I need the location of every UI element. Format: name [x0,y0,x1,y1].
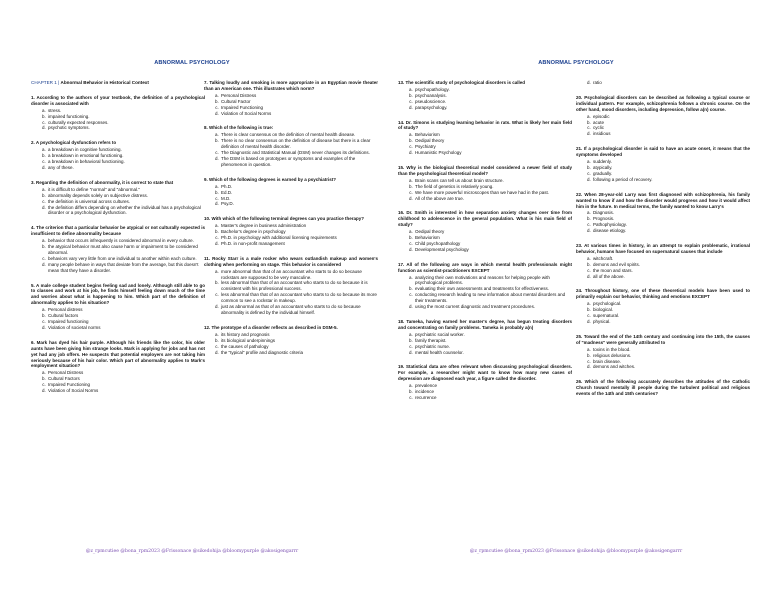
question-stem: 16. Dr. Smith is interested in how separation anxiety changes over time from childhood to adolescence in the general population. What is his main field of study? [398,210,572,228]
answer-option: c. the causes of pathology [220,344,378,350]
answer-option: b. the atypical behavior must also cause harm or impairment to be considered abnormal. [47,244,205,256]
answer-option: a. more abnormal than that of an accountant who starts to do so because rockstars are supposed to be very masculine. [220,269,378,281]
answer-option: d. just as abnormal as that of an accountant who starts to do so because abnormality is defined by the individual himself. [220,304,378,316]
question-stem: 26. Which of the following accurately describes the attitudes of the Catholic Church toward mentally ill people during the turbulent political and religious events of the 14th and 15th centuries? [576,379,750,397]
question-item [31,225,205,273]
question-list [576,80,750,397]
answer-option: d. using the most current diagnostic and treatment procedures. [414,304,572,310]
answer-option: d. physical. [592,319,750,325]
answer-option: b. its biological underpinnings [220,338,378,344]
question-stem: 4. The criterion that a particular behavior be atypical or not culturally expected is insufficient to define abnormality because [31,225,205,237]
question-item [31,340,205,394]
answer-option: d. All of the above are true. [414,196,572,202]
answer-option: d. psychotic symptoms. [47,125,205,131]
answer-options [576,159,750,183]
page-right [384,0,768,594]
answer-option: b. The field of genetics is relatively young. [414,184,572,190]
question-item [31,283,205,331]
answer-option: c. Psychiatry [414,144,572,150]
answer-option: d. many people behave in ways that deviate from the average, but this doesn't mean that they have a disorder. [47,262,205,274]
question-stem: 14. Dr. Simons is studying learning behavior in rats. What is likely her main field of study? [398,119,572,131]
question-stem: 21. If a psychological disorder is said to have an acute onset, it means that the symptoms developed [576,146,750,158]
answer-option: d. the definition differs depending on whether the individual has a psychological disorder or a psychological dysfunction. [47,205,205,217]
answer-option: c. Child psychopathology [414,241,572,247]
answer-options [204,269,378,316]
answer-options [398,383,572,401]
page-footer-right: @z_rpmcutiee @bona_rpm2023 @Frissonace @sikedohija @bloomypurple @akosigengarrr [469,549,683,554]
question-stem: 11. Rocky Starr is a male rocker who wears outlandish makeup and women's clothing when performing on stage. This behavior is considered [204,255,378,267]
answer-option: d. Ph.D. in non-profit management [220,241,378,247]
question-stem: 17. All of the following are ways in which mental health professionals might function as scientist-practitioners EXCEPT [398,261,572,273]
answer-option: c. We have more powerful microscopes than we have had in the past. [414,190,572,196]
answer-option: a. Diagnosis. [592,210,750,216]
answer-option: c. less abnormal than that of an accountant who starts to do so because its more common to see a rockstar in makeup. [220,292,378,304]
answer-option: c. recurrence [414,395,572,401]
question-stem: 1. According to the authors of your textbook, the definition of a psychological disorder is associated with [31,94,205,106]
question-stem: 5. A male college student begins feeling sad and lonely. Although still able to go to classes and work at his job, he finds himself feeling down much of the time and worries about what is happening to him. Which part of the definition of abnormality applies to his situation? [31,282,205,306]
answer-option: a. Personal Distress [220,93,378,99]
answer-option: c. culturally expected responses. [47,120,205,126]
answer-option: d. The DSM is based on prototypes or symptoms and examples of the phenomenon in question. [220,156,378,168]
answer-option: c. Ph.D. in psychology with additional licensing requirements [220,235,378,241]
answer-option: a. Ph.D. [220,184,378,190]
question-item [398,319,572,355]
question-item [31,140,205,171]
answer-option: a. psychiatric social worker. [414,332,572,338]
question-item [576,95,750,137]
answer-option: a. analyzing their own motivations and reasons for helping people with psychological problems. [414,275,572,287]
column-left-2 [204,80,378,364]
question-item [204,216,378,247]
answer-option: b. Behaviorism [414,235,572,241]
answer-option: a. episodic [592,114,750,120]
question-stem: 24. Throughout history, one of these theoretical models have been used to primarily explain our behavior, thinking and emotions EXCEPT [576,288,750,300]
answer-option: b. demons and evil spirits. [592,262,750,268]
answer-options [31,108,205,132]
answer-option: d. any of these. [47,165,205,171]
answer-options [31,370,205,394]
answer-option: c. the moon and stars. [592,268,750,274]
answer-option: b. a breakdown in emotional functioning. [47,153,205,159]
answer-option: c. M.D. [220,196,378,202]
answer-option: b. psychoanalysis. [414,93,572,99]
answer-options [31,187,205,217]
answer-option: a. Personal Distress [47,370,205,376]
answer-option: c. pseudoscience. [414,99,572,105]
answer-options [204,93,378,117]
answer-option: b. Ed.D. [220,190,378,196]
answer-options [576,256,750,280]
answer-options [576,301,750,325]
question-stem: 23. At various times in history, in an attempt to explain problematic, irrational behavior, humans have focused on supernatural causes that include [576,243,750,254]
answer-option: a. toxins in the blood. [592,347,750,353]
answer-option: c. the definition is universal across cultures. [47,199,205,205]
question-item [398,120,572,156]
question-item [576,288,750,324]
answer-option: a. behavior that occurs infrequently is considered abnormal in every culture. [47,238,205,244]
answer-options [204,132,378,167]
answer-options [31,238,205,273]
question-item [576,243,750,279]
answer-option: b. atypically. [592,165,750,171]
question-stem: 20. Psychological disorders can be described as following a typical course or individual pattern. For example, schizophrenia follows a chronic course. On the other hand, mood disorders, including depression, follow a(n) course. [576,94,750,112]
answer-option: b. Cultural Factor [220,99,378,105]
answer-option: b. religious delusions. [592,353,750,359]
question-item [204,256,378,316]
answer-option: c. conducting research leading to new information about mental disorders and their treatments. [414,292,572,304]
question-item [398,364,572,400]
answer-option: c. Impaired Functioning [220,105,378,111]
question-stem: 7. Talking loudly and smoking is more appropriate in an Egyptian movie theater than an American one. This illustrates which norm? [204,80,378,91]
question-stem: 13. The scientific study of psychological disorders is called [398,80,526,85]
answer-options [204,223,378,247]
answer-option: b. Cultural Factors [47,376,205,382]
answer-option: b. less abnormal than that of an accountant who starts to do so because it is consistent with his professional success. [220,280,378,292]
answer-options [576,114,750,138]
answer-option: d. all of the above. [592,274,750,280]
answer-option: c. The Diagnostic and Statistical Manual (DSM) never changes its definitions. [220,150,378,156]
answer-option: c. behaviors vary very little from one individual to another within each culture. [47,256,205,262]
answer-options [398,275,572,310]
answer-options [398,132,572,156]
question-item [576,80,750,86]
question-stem: 19. Statistical data are often relevant when discussing psychological disorders. For example, a researcher might want to know how many new cases of depression are diagnosed each year, a figure called the disorder. [398,364,572,382]
answer-option: a. witchcraft. [592,256,750,262]
answer-options [31,307,205,331]
answer-option: d. Developmental psychology [414,247,572,253]
answer-options [398,87,572,111]
question-item [204,125,378,167]
question-stem: 9. Which of the following degrees is earned by a psychiatrist? [204,176,337,182]
answer-option: b. Oedipal theory [414,138,572,144]
answer-options [576,347,750,371]
question-stem: 10. With which of the following terminal degrees can you practice therapy? [204,216,364,222]
answer-option: c. Impaired Functioning [47,382,205,388]
answer-option: d. Violation of Social Norms [47,388,205,394]
answer-option: d. Humanistic Psychology [414,150,572,156]
answer-option: d. ratio [592,80,750,86]
question-stem: 12. The prototype of a disorder reflects as described in DSM-5. [204,324,338,330]
answer-option: b. acute [592,120,750,126]
answer-options [576,80,750,86]
answer-option: a. it is difficult to define "normal" and "abnormal." [47,187,205,193]
chapter-title: Abnormal Behavior in Historical Context [60,80,149,85]
answer-options [31,147,205,171]
answer-option: d. following a period of recovery. [592,177,750,183]
answer-option: d. disease etiology. [592,228,750,234]
question-list [398,80,572,401]
column-right-2 [576,80,750,406]
answer-option: b. biological. [592,307,750,313]
question-item [204,177,378,208]
question-item [576,146,750,182]
answer-option: d. Violation of societal norms [47,325,205,331]
column-left-1 [31,80,205,403]
answer-option: c. cyclic [592,125,750,131]
question-stem: 18. Tameka, having earned her master's degree, has begun treating disorders and concentrating on family problems. Tameka is probably a(n) [398,319,572,330]
answer-option: b. abnormality depends solely on subjective distress. [47,193,205,199]
answer-option: d. Violation of Social Norms [220,111,378,117]
column-right-1 [398,80,572,410]
question-item [398,262,572,310]
chapter-heading [31,80,205,86]
question-item [31,180,205,216]
answer-option: a. Behaviorism [414,132,572,138]
question-item [204,325,378,356]
answer-option: b. impaired functioning. [47,114,205,120]
page-header-left: ABNORMAL PSYCHOLOGY [154,60,230,66]
answer-option: c. brain disease. [592,359,750,365]
question-item [398,80,572,111]
answer-option: d. demons and witches. [592,364,750,370]
answer-option: d. Psy.D. [220,201,378,207]
question-list [204,80,378,355]
answer-option: c. a breakdown in behavioral functioning. [47,159,205,165]
answer-option: c. gradually. [592,171,750,177]
answer-option: a. Master's degree in business administration [220,223,378,229]
question-item [204,80,378,116]
page-footer-left: @z_rpmcutiee @bona_rpm2023 @Frissonace @sikedohija @bloomypurple @akosigengarrr [85,549,299,554]
answer-option: a. Brain scans can tell us about brain structure. [414,178,572,184]
question-stem: 3. Regarding the definition of abnormality, it is correct to state that [31,179,174,185]
chapter-prefix: CHAPTER 1 | [31,80,61,85]
question-item [576,334,750,370]
answer-option: b. family therapist. [414,338,572,344]
answer-option: c. Pathophysiology. [592,222,750,228]
answer-option: a. prevalence [414,383,572,389]
answer-option: b. Prognosis. [592,216,750,222]
question-stem: 25. Toward the end of the 14th century and continuing into the 15th, the causes of "madness" were generally attributed to [576,333,750,345]
question-list [31,95,205,394]
answer-option: a. a breakdown in cognitive functioning. [47,147,205,153]
answer-option: d. the "typical" profile and diagnostic criteria [220,350,378,356]
answer-option: b. evaluating their own assessments and treatments for effectiveness. [414,286,572,292]
answer-option: a. Personal distress [47,307,205,313]
answer-options [576,210,750,234]
answer-option: b. incidence [414,389,572,395]
answer-option: c. supernatural. [592,313,750,319]
question-stem: 8. Which of the following is true: [204,125,274,131]
answer-options [204,184,378,208]
question-item [576,192,750,234]
question-stem: 6. Mark has dyed his hair purple. Although his friends like the color, his older aunts have been giving him strange looks. Mark is applying for jobs and has not yet had any job offers. He suspects that potential employers are not taking him seriously because of his hair color. Which part of abnormality applies to Mark's employment situation? [31,339,205,369]
answer-options [398,332,572,356]
answer-option: a. suddenly. [592,159,750,165]
page-header-right: ABNORMAL PSYCHOLOGY [538,60,614,66]
question-item [576,379,750,397]
answer-option: a. its history and prognosis [220,332,378,338]
question-stem: 2. A psychological dysfunction refers to [31,140,117,146]
answer-options [398,229,572,253]
answer-option: c. psychiatric nurse. [414,344,572,350]
answer-option: a. stress. [47,108,205,114]
question-item [31,95,205,131]
answer-option: a. psychopathology. [414,87,572,93]
answer-option: a. There is clear consensus on the definition of mental health disease. [220,132,378,138]
answer-option: b. Bachelor's degree in psychology [220,229,378,235]
question-stem: 15. Why is the biological theoretical model considered a newer field of study than the psychological theoretical model? [398,164,572,176]
answer-option: b. Cultural factors [47,313,205,319]
answer-option: a. Oedipal theory [414,229,572,235]
answer-option: c. Impaired functioning [47,319,205,325]
answer-option: d. mental health counselor. [414,350,572,356]
answer-option: d. parapsychology. [414,105,572,111]
answer-option: d. insidious [592,131,750,137]
question-stem: 22. When 28-year-old Larry was first diagnosed with schizophrenia, his family wanted to know if and how the disorder would progress and how it would affect him in the future. In medical terms, the family wanted to know Larry's [576,191,750,209]
answer-option: a. psychological. [592,301,750,307]
question-item [398,210,572,252]
question-item [398,165,572,201]
answer-option: b. There is no clear consensus on the definition of disease but there is a clear definition of mental health disorder. [220,138,378,150]
answer-options [398,178,572,202]
answer-options [204,332,378,356]
